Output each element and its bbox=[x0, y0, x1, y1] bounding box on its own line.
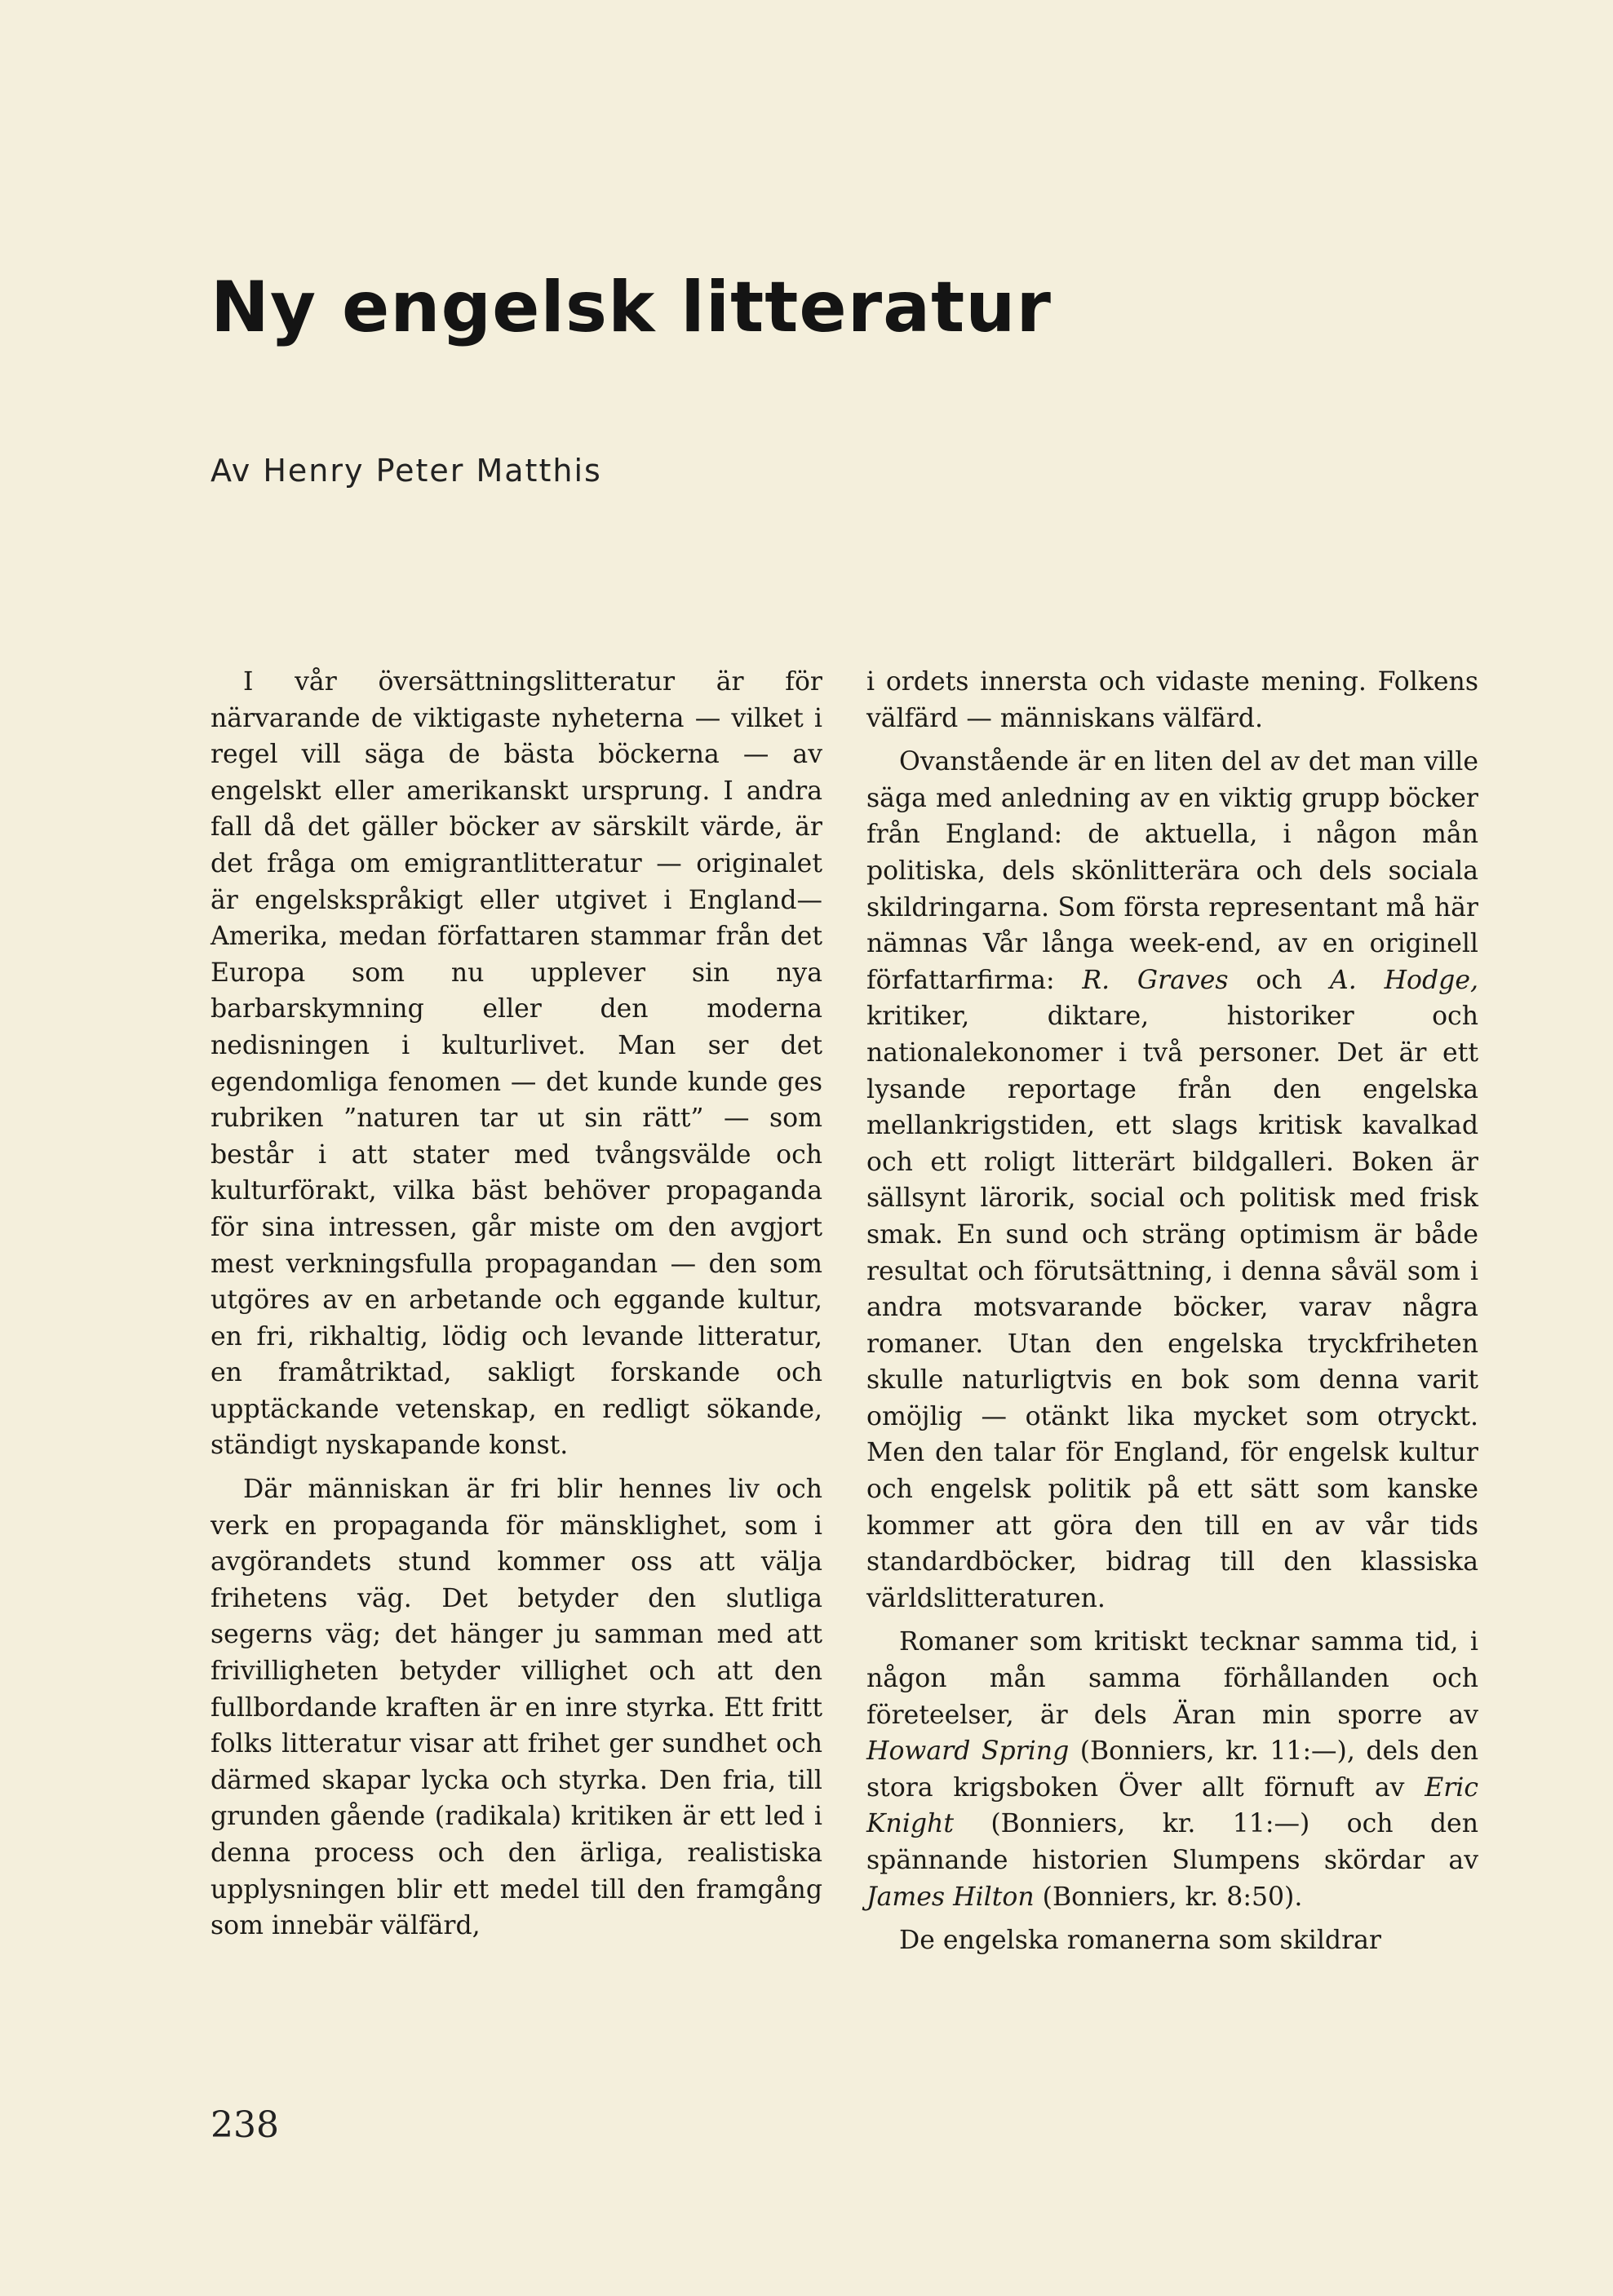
left-column bbox=[210, 664, 822, 1952]
paragraph: i ordets innersta och vidaste mening. Folkens välfärd — människans välfärd. bbox=[866, 667, 1478, 733]
author-name: Howard Spring bbox=[866, 1736, 1070, 1767]
paragraph: Där människan är fri blir hennes liv och verk en propaganda för mänsklighet, som i avgörandets stund kommer oss att välja frihetens väg. Det betyder den slutliga segerns väg; det hänger ju samman med att frivilligheten betyder villighet och att den fullbordande kraften är en inre styrka. Ett fritt folks litteratur visar att frihet ger sundhet och därmed skapar lycka och styrka. Den fria, till grunden gående (radikala) kritiken är ett led i denna process och den ärliga, realistiska upplysningen blir ett medel till den framgång som innebär välfärd, bbox=[210, 1475, 822, 1941]
right-column bbox=[866, 664, 1478, 1966]
text-run: och bbox=[1228, 965, 1331, 995]
text-run: (Bonniers, kr. 8:50). bbox=[1034, 1882, 1303, 1912]
text-run: kritiker, diktare, historiker och nationalekonomer i två personer. Det är ett lysande reportage från den engelska mellankrigstiden, ett slags kritisk kavalkad och ett roligt litterärt bildgalleri. Boken är sällsynt lärorik, social och politisk med frisk smak. En sund och sträng optimism är både resultat och förutsättning, i denna såväl som i andra motsvarande böcker, varav några romaner. Utan den engelska tryckfriheten skulle naturligtvis en bok som denna varit omöjlig — otänkt lika mycket som otryckt. Men den talar för England, för engelsk kultur och engelsk politik på ett sätt som kanske kommer att göra den till en av vår tids standardböcker, bidrag till den klassiska världslitteraturen. bbox=[866, 1002, 1478, 1613]
text-run: (Bonniers, kr. 11:—), dels den stora krigsboken Över allt förnuft av bbox=[866, 1736, 1478, 1803]
author-name: A. Hodge, bbox=[1330, 965, 1478, 995]
paragraph: De engelska romanerna som skildrar bbox=[899, 1926, 1381, 1956]
text-run: Romaner som kritiskt tecknar samma tid, i någon mån samma förhållanden och företeelser, är dels Äran min sporre av bbox=[866, 1627, 1478, 1730]
author-name: R. Graves bbox=[1082, 965, 1229, 995]
text-run: (Bonniers, kr. 11:—) och den spännande historien Slumpens skördar av bbox=[866, 1809, 1478, 1875]
article-byline: Av Henry Peter Matthis bbox=[210, 453, 602, 489]
paragraph bbox=[866, 744, 1478, 1617]
article-title: Ny engelsk litteratur bbox=[210, 267, 1052, 348]
text-run: Ovanstående är en liten del av det man ville säga med anledning av en viktig grupp böcker från England: de aktuella, i någon mån politiska, dels skönlitterära och dels sociala skildringarna. Som första representant må här nämnas Vår långa week-end, av en originell författarfirma: bbox=[866, 747, 1478, 995]
author-name: James Hilton bbox=[866, 1882, 1035, 1912]
paragraph bbox=[866, 1624, 1478, 1915]
author-name: Eric Knight bbox=[866, 1772, 1478, 1839]
paragraph: I vår översättningslitteratur är för närvarande de viktigaste nyheterna — vilket i regel vill säga de bästa böckerna — av engelskt eller amerikanskt ursprung. I andra fall då det gäller böcker av särskilt värde, är det fråga om emigrantlitteratur — originalet är engelskspråkigt eller utgivet i England—Amerika, medan författaren stammar från det Europa som nu upplever sin nya barbarskymning eller den moderna nedisningen i kulturlivet. Man ser det egendomliga fenomen — det kunde kunde ges rubriken ”naturen tar ut sin rätt” — som består i att stater med tvångsvälde och kulturförakt, vilka bäst behöver propaganda för sina intressen, går miste om den avgjort mest verkningsfulla propagandan — den som utgöres av en arbetande och eggande kultur, en fri, rikhaltig, lödig och levande litteratur, en framåtriktad, sakligt forskande och upptäckande vetenskap, en redligt sökande, ständigt nyskapande konst. bbox=[210, 667, 822, 1461]
page-number: 238 bbox=[210, 2104, 279, 2146]
